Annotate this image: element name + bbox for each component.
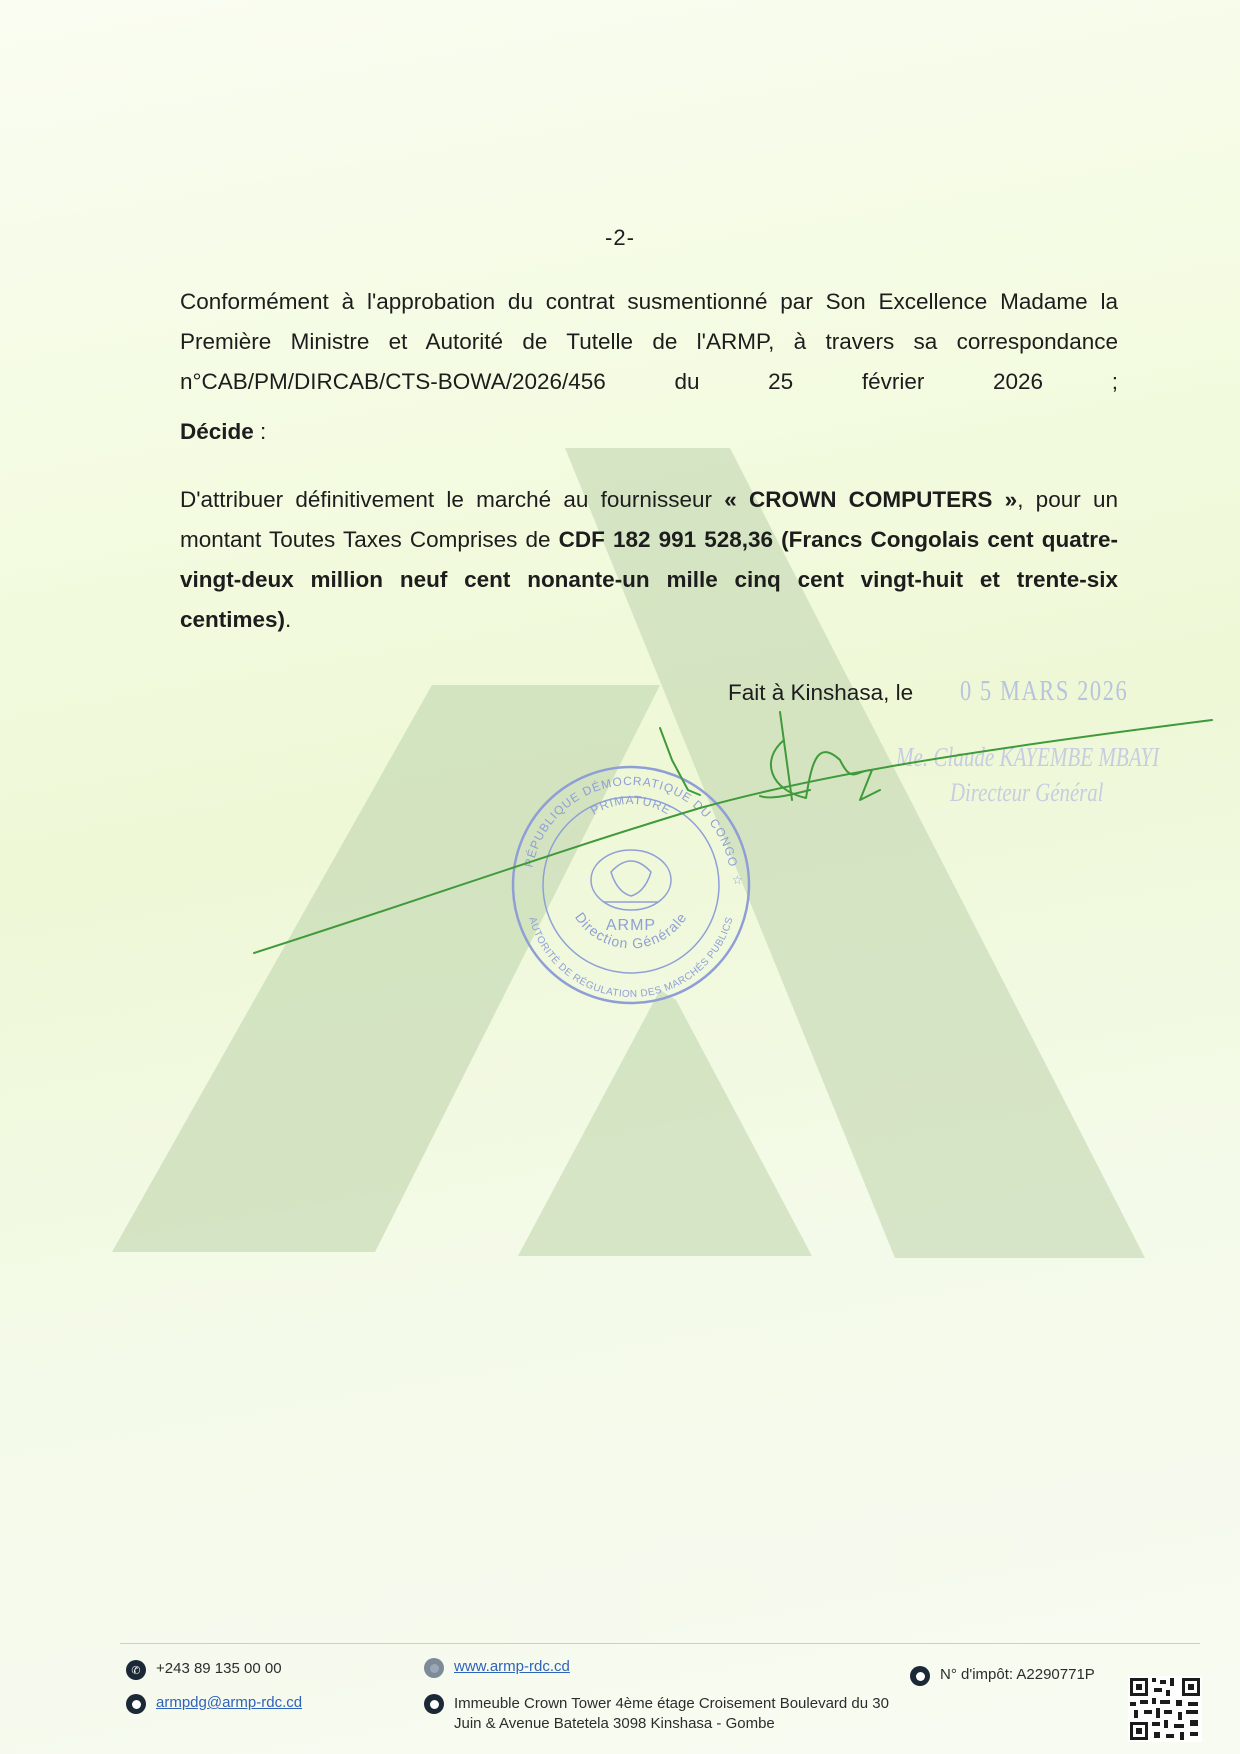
globe-icon — [424, 1658, 444, 1678]
phone-icon: ✆ — [126, 1660, 146, 1680]
address-text: Immeuble Crown Tower 4ème étage Croisement Boulevard du 30 Juin & Avenue Batetela 3098 Kinshasa - Gombe — [454, 1695, 889, 1732]
signatory-name: Me. Claude KAYEMBE MBAYI — [896, 742, 1160, 772]
svg-text:RÉPUBLIQUE DÉMOCRATIQUE DU CON — [522, 774, 741, 869]
tax-id-icon — [910, 1666, 930, 1686]
award-amount: CDF 182 991 528,36 (Francs Congolais cent quatre-vingt-deux million neuf cent nonante-un mille cinq cent vingt-huit et trente-six centimes) — [180, 527, 1118, 632]
stamp-center-text: ARMP — [605, 917, 657, 934]
svg-text:PRIMATURE — [588, 793, 673, 818]
date-stamp: 0 5 MARS 2026 — [960, 676, 1129, 707]
footer-email[interactable] — [126, 1694, 302, 1714]
stamp-outer-bottom-text: AUTORITÉ DE RÉGULATION DES MARCHÉS PUBLICS — [526, 915, 736, 1001]
email-icon — [126, 1694, 146, 1714]
stamp-outer-top-text: RÉPUBLIQUE DÉMOCRATIQUE DU CONGO — [521, 773, 741, 869]
signatory-title: Directeur Général — [950, 778, 1104, 807]
award-intro: D'attribuer définitivement le marché au fournisseur — [180, 487, 725, 512]
supplier-name: « CROWN COMPUTERS » — [724, 487, 1018, 512]
website-link[interactable]: www.armp-rdc.cd — [454, 1658, 570, 1675]
tax-id-text: N° d'impôt: A2290771P — [940, 1666, 1095, 1683]
award-mid: , pour un montant Toutes Taxes Comprises de — [180, 487, 1118, 552]
phone-text: +243 89 135 00 00 — [156, 1660, 282, 1677]
page-number: -2- — [605, 225, 635, 250]
location-icon — [424, 1694, 444, 1714]
footer-divider — [120, 1643, 1200, 1644]
footer-address — [424, 1694, 894, 1734]
stamp-star-icon: ☆ — [732, 873, 743, 887]
official-stamp — [508, 762, 754, 1008]
footer-tax-id — [910, 1666, 1095, 1686]
decide-heading — [180, 412, 1118, 452]
place-date-label: Fait à Kinshasa, le — [728, 680, 914, 705]
footer-website[interactable] — [424, 1658, 570, 1678]
email-link[interactable]: armpdg@armp-rdc.cd — [156, 1694, 303, 1711]
decide-label: Décide — [180, 419, 254, 444]
award-end: . — [285, 607, 292, 632]
stamp-direction-text: Direction Générale — [572, 909, 690, 952]
approval-text: Conformément à l'approbation du contrat susmentionné par Son Excellence Madame la Première Ministre et Autorité de Tutelle de l'ARMP, à travers sa correspondance n°CAB/PM/DIRCAB/CTS-BOWA/2026/456 du 25 février 2026 ; — [180, 289, 1118, 394]
paragraph-approval — [180, 282, 1118, 402]
footer-phone — [126, 1660, 282, 1680]
decide-colon: : — [253, 419, 267, 444]
watermark-inner-triangle — [518, 990, 812, 1256]
paragraph-award — [180, 480, 1118, 640]
stamp-inner-top-text: PRIMATURE — [588, 792, 674, 818]
qr-code-icon — [1128, 1676, 1202, 1742]
stamp-coat-of-arms-icon — [591, 850, 671, 910]
